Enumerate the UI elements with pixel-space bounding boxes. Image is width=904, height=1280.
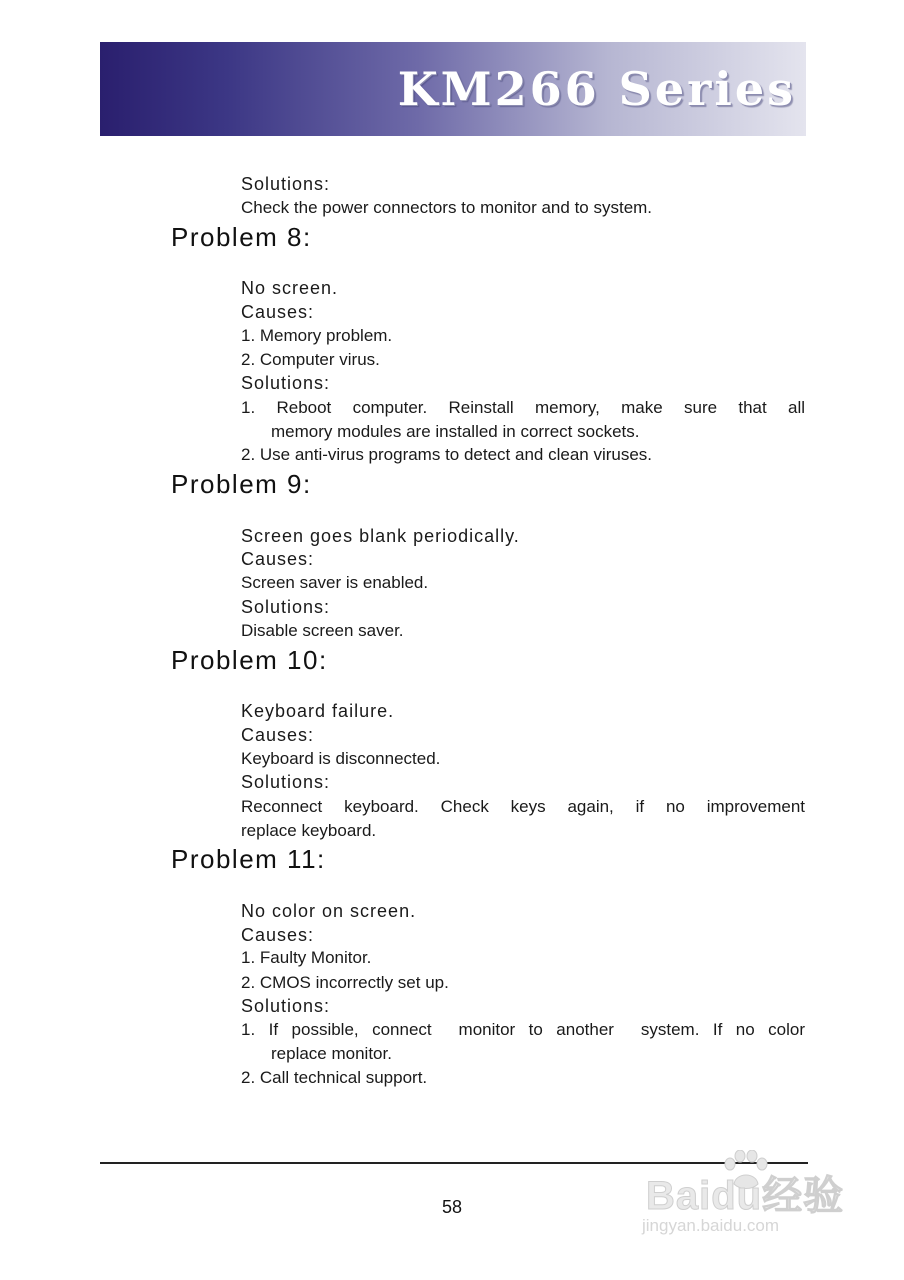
problem-11-cause-2: 2. CMOS incorrectly set up. xyxy=(241,973,449,992)
watermark xyxy=(640,1150,870,1250)
problem-9-causes-label: Causes: xyxy=(241,549,315,569)
problem-11-cause-1: 1. Faulty Monitor. xyxy=(241,948,372,967)
problem-8-cause-2: 2. Computer virus. xyxy=(241,350,380,369)
problem-11-heading: Problem 11: xyxy=(171,844,326,874)
page-number: 58 xyxy=(441,1197,463,1217)
problem-9-solutions-label: Solutions: xyxy=(241,597,331,617)
watermark-logo: Baidu经验 xyxy=(646,1174,845,1218)
problem-10-solution-1-cont: replace keyboard. xyxy=(241,821,377,840)
problem-10-solution-1: Reconnect keyboard. Check keys again, if no improvement xyxy=(241,797,805,816)
header-banner xyxy=(100,42,806,136)
problem-8-solution-1: 1. Reboot computer. Reinstall memory, make sure that all xyxy=(241,398,805,417)
problem-10-heading: Problem 10: xyxy=(171,645,328,675)
intro-solutions-label: Solutions: xyxy=(241,174,331,194)
problem-8-solution-1-cont: memory modules are installed in correct sockets. xyxy=(271,422,640,441)
problem-11-causes-label: Causes: xyxy=(241,925,315,945)
problem-9-symptom: Screen goes blank periodically. xyxy=(241,526,520,546)
problem-11-solution-1-cont: replace monitor. xyxy=(271,1044,392,1063)
problem-8-symptom: No screen. xyxy=(241,278,339,298)
problem-8-heading: Problem 8: xyxy=(171,222,312,252)
problem-10-cause-1: Keyboard is disconnected. xyxy=(241,749,441,768)
problem-11-symptom: No color on screen. xyxy=(241,901,417,921)
problem-9-cause-1: Screen saver is enabled. xyxy=(241,573,429,592)
problem-8-causes-label: Causes: xyxy=(241,302,315,322)
problem-8-solutions-label: Solutions: xyxy=(241,373,331,393)
problem-8-solution-2: 2. Use anti-virus programs to detect and clean viruses. xyxy=(241,445,653,464)
problem-11-solutions-label: Solutions: xyxy=(241,996,331,1016)
problem-11-solution-1: 1. If possible, connect monitor to another system. If no color xyxy=(241,1020,805,1039)
problem-8-cause-1: 1. Memory problem. xyxy=(241,326,393,345)
problem-9-heading: Problem 9: xyxy=(171,469,312,499)
watermark-url: jingyan.baidu.com xyxy=(642,1216,780,1235)
intro-solution-text: Check the power connectors to monitor and to system. xyxy=(241,198,653,217)
problem-10-causes-label: Causes: xyxy=(241,725,315,745)
problem-11-solution-2: 2. Call technical support. xyxy=(241,1068,428,1087)
problem-10-symptom: Keyboard failure. xyxy=(241,701,395,721)
problem-9-solution-1: Disable screen saver. xyxy=(241,621,404,640)
problem-10-solutions-label: Solutions: xyxy=(241,772,331,792)
header-title: KM266 Series xyxy=(397,62,796,116)
